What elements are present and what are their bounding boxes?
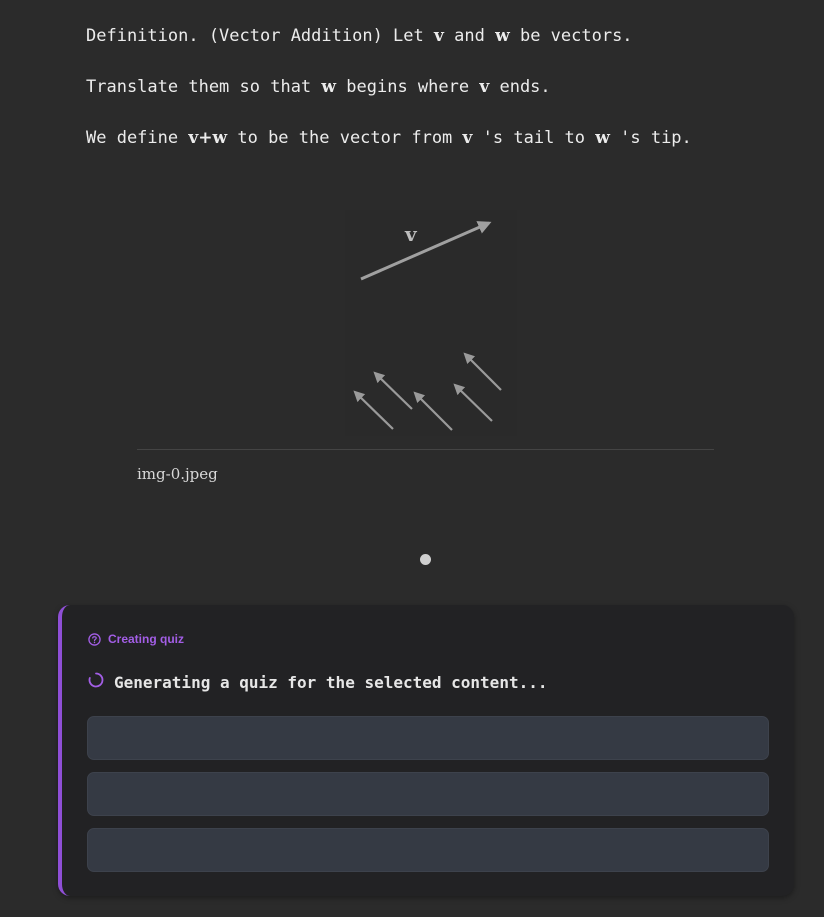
vector-sum: v+w (188, 128, 228, 148)
vector-v: v (479, 77, 490, 97)
text: and (443, 26, 496, 46)
small-arrow (465, 354, 501, 390)
vector-w: w (595, 128, 610, 148)
quiz-status (88, 632, 184, 646)
question-circle-icon (88, 633, 101, 646)
vector-w: w (321, 77, 337, 97)
vector-v: v (434, 26, 444, 46)
vector-figure-image (345, 210, 517, 436)
text: We define (86, 128, 189, 148)
definition-line-1 (86, 25, 633, 47)
small-arrow (355, 392, 393, 429)
loading-dot (420, 554, 431, 565)
vector-w: w (495, 26, 510, 46)
definition-line-2 (86, 76, 551, 98)
definition-line-3 (86, 127, 692, 149)
text: Definition. (Vector Addition) Let (86, 26, 434, 46)
quiz-skeleton-row (87, 772, 769, 816)
figure-divider (137, 449, 714, 450)
small-arrow (375, 373, 412, 409)
vector-v: v (462, 128, 473, 148)
text: 's tail to (472, 128, 596, 148)
quiz-skeleton-row (87, 716, 769, 760)
text: 's tip. (609, 128, 692, 148)
vector-v-label: v (405, 222, 417, 246)
quiz-message (88, 672, 547, 692)
quiz-status-label: Creating quiz (108, 632, 185, 646)
quiz-card (58, 605, 794, 896)
figure-caption: img-0.jpeg (137, 465, 218, 483)
quiz-skeleton-row (87, 828, 769, 872)
vector-diagram (345, 210, 517, 436)
text: ends. (489, 77, 551, 97)
quiz-message-text: Generating a quiz for the selected content... (114, 672, 548, 692)
text: to be the vector from (227, 128, 463, 148)
text: Translate them so that (86, 77, 322, 97)
text: begins where (336, 77, 480, 97)
spinner-icon (88, 672, 104, 692)
vector-v-arrow (361, 223, 489, 279)
text: be vectors. (509, 26, 633, 46)
small-arrow (415, 393, 452, 430)
small-arrow (455, 385, 492, 421)
